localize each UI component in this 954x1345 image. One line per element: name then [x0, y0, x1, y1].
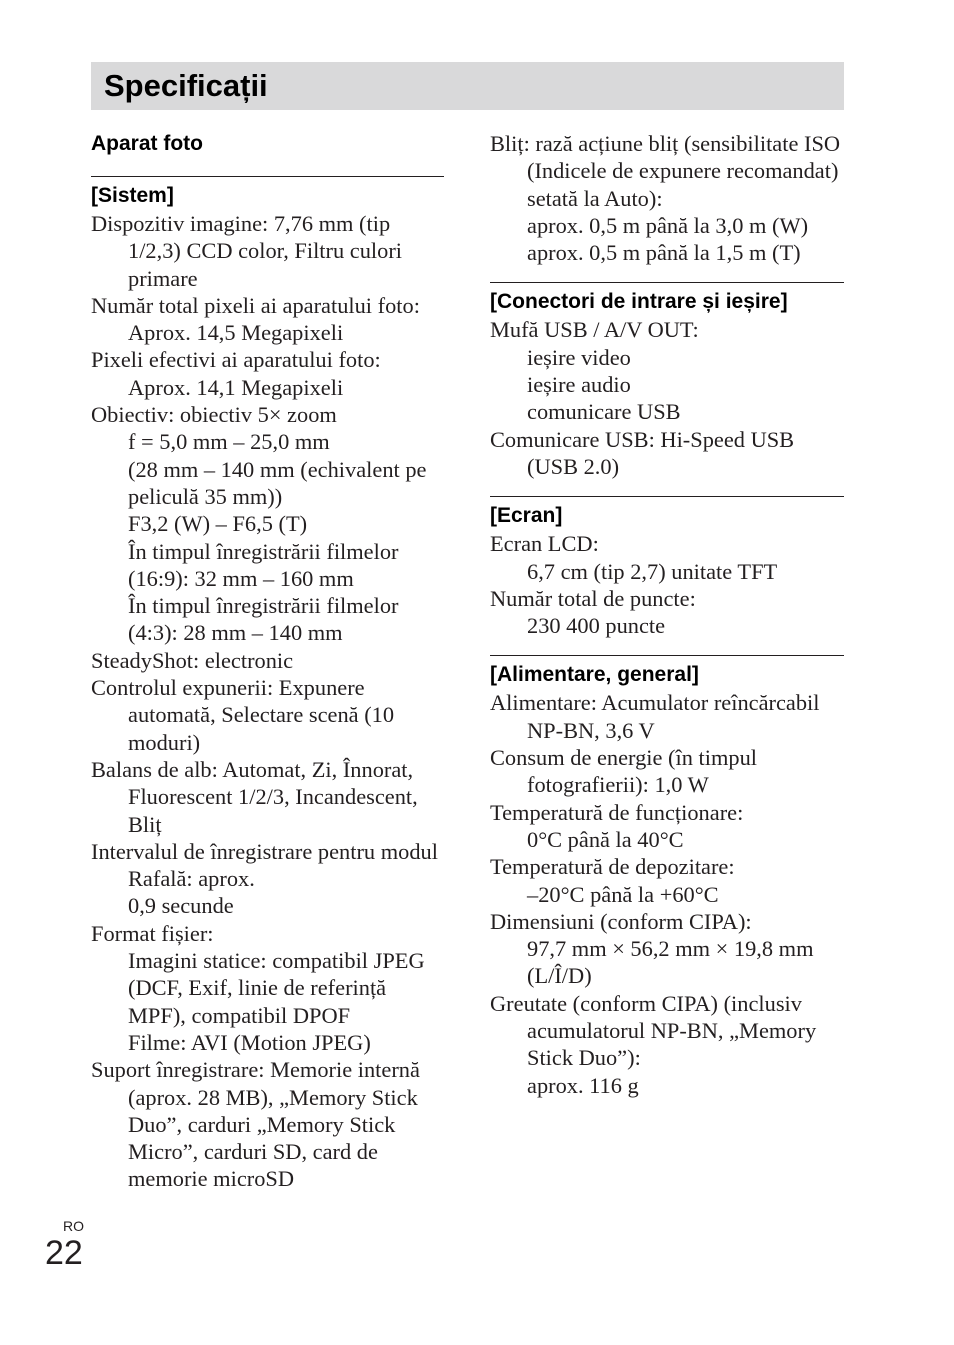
spec-entry: Mufă USB / A/V OUT:	[490, 317, 699, 343]
section-sistem	[91, 176, 444, 1193]
spec-entry: Bliț: rază acțiune bliț (sensibilitate ISO (Indicele de expunere recomandat) setată la Auto):	[490, 131, 841, 211]
spec-entry: Greutate (conform CIPA) (inclusiv acumulatorul NP-BN, „Memory Stick Duo”):	[490, 990, 817, 1071]
section-title-ecran: [Ecran]	[490, 504, 563, 528]
language-code: RO	[63, 1218, 84, 1234]
spec-entry: Pixeli efectivi ai aparatului foto:	[91, 347, 381, 373]
page-title: Specificații	[104, 68, 268, 103]
spec-value: aprox. 116 g	[527, 1072, 639, 1098]
spec-entry: Consum de energie (în timpul fotografierii): 1,0 W	[490, 745, 757, 798]
spec-value: (28 mm – 140 mm (echivalent pe peliculă 35 mm))	[128, 456, 427, 509]
spec-entry: Dimensiuni (conform CIPA):	[490, 908, 752, 934]
spec-value: 0°C până la 40°C	[527, 826, 684, 852]
section-title-sistem: [Sistem]	[91, 184, 174, 207]
spec-value: 0,9 secunde	[128, 893, 234, 919]
spec-value: ieșire video	[527, 344, 631, 370]
section-title-alimentare: [Alimentare, general]	[490, 663, 699, 687]
spec-value: aprox. 0,5 m până la 1,5 m (T)	[527, 240, 801, 266]
spec-value: 6,7 cm (tip 2,7) unitate TFT	[527, 558, 778, 584]
spec-value: comunicare USB	[527, 399, 681, 425]
section-alimentare	[490, 655, 844, 1098]
spec-value: Aprox. 14,1 Megapixeli	[128, 374, 344, 400]
left-column	[91, 130, 444, 1209]
spec-entry: Număr total de puncte:	[490, 585, 696, 611]
spec-entry: Suport înregistrare: Memorie internă (aprox. 28 MB), „Memory Stick Duo”, carduri „Memory Stick Micro”, carduri SD, card de memorie microSD	[91, 1057, 420, 1192]
spec-entry: Comunicare USB: Hi-Speed USB (USB 2.0)	[490, 426, 795, 479]
spec-value: În timpul înregistrării filmelor (16:9): 32 mm – 160 mm	[128, 538, 399, 591]
spec-entry: Ecran LCD:	[490, 531, 599, 557]
camera-heading: Aparat foto	[91, 132, 203, 155]
spec-value: aprox. 0,5 m până la 3,0 m (W)	[527, 212, 809, 238]
spec-value: Filme: AVI (Motion JPEG)	[128, 1029, 371, 1055]
spec-entry: Obiectiv: obiectiv 5× zoom	[91, 402, 337, 428]
spec-entry: SteadyShot: electronic	[91, 647, 294, 673]
spec-entry: Alimentare: Acumulator reîncărcabil NP-BN, 3,6 V	[490, 690, 820, 743]
spec-value: 97,7 mm × 56,2 mm × 19,8 mm (L/Î/D)	[527, 936, 814, 989]
spec-entry: Controlul expunerii: Expunere automată, Selectare scenă (10 moduri)	[91, 675, 395, 755]
spec-entry: Temperatură de funcționare:	[490, 799, 744, 825]
spec-value: f = 5,0 mm – 25,0 mm	[128, 429, 330, 455]
spec-entry: Dispozitiv imagine: 7,76 mm (tip 1/2,3) CCD color, Filtru culori primare	[91, 211, 402, 291]
title-bar	[91, 62, 844, 110]
right-column	[490, 130, 844, 1115]
section-ecran	[490, 496, 844, 639]
spec-value: Aprox. 14,5 Megapixeli	[128, 320, 344, 346]
spec-entry: Temperatură de depozitare:	[490, 854, 735, 880]
section-title-conectori: [Conectori de intrare și ieșire]	[490, 290, 788, 314]
spec-value: F3,2 (W) – F6,5 (T)	[128, 511, 308, 537]
page-number: 22	[45, 1234, 83, 1272]
spec-entry: Număr total pixeli ai aparatului foto:	[91, 292, 420, 318]
spec-entry: Intervalul de înregistrare pentru modul Rafală: aprox.	[91, 838, 438, 892]
flash-block	[490, 130, 844, 266]
spec-value: –20°C până la +60°C	[527, 881, 719, 907]
spec-value: ieșire audio	[527, 372, 631, 398]
spec-value: 230 400 puncte	[527, 613, 666, 639]
spec-entry: Balans de alb: Automat, Zi, Înnorat, Fluorescent 1/2/3, Incandescent, Bliț	[91, 756, 418, 837]
spec-entry: Format fișier:	[91, 920, 214, 946]
spec-value: În timpul înregistrării filmelor (4:3): 28 mm – 140 mm	[128, 593, 399, 646]
section-conectori	[490, 282, 844, 480]
spec-value: Imagini statice: compatibil JPEG (DCF, Exif, linie de referință MPF), compatibil DPOF	[128, 948, 425, 1028]
